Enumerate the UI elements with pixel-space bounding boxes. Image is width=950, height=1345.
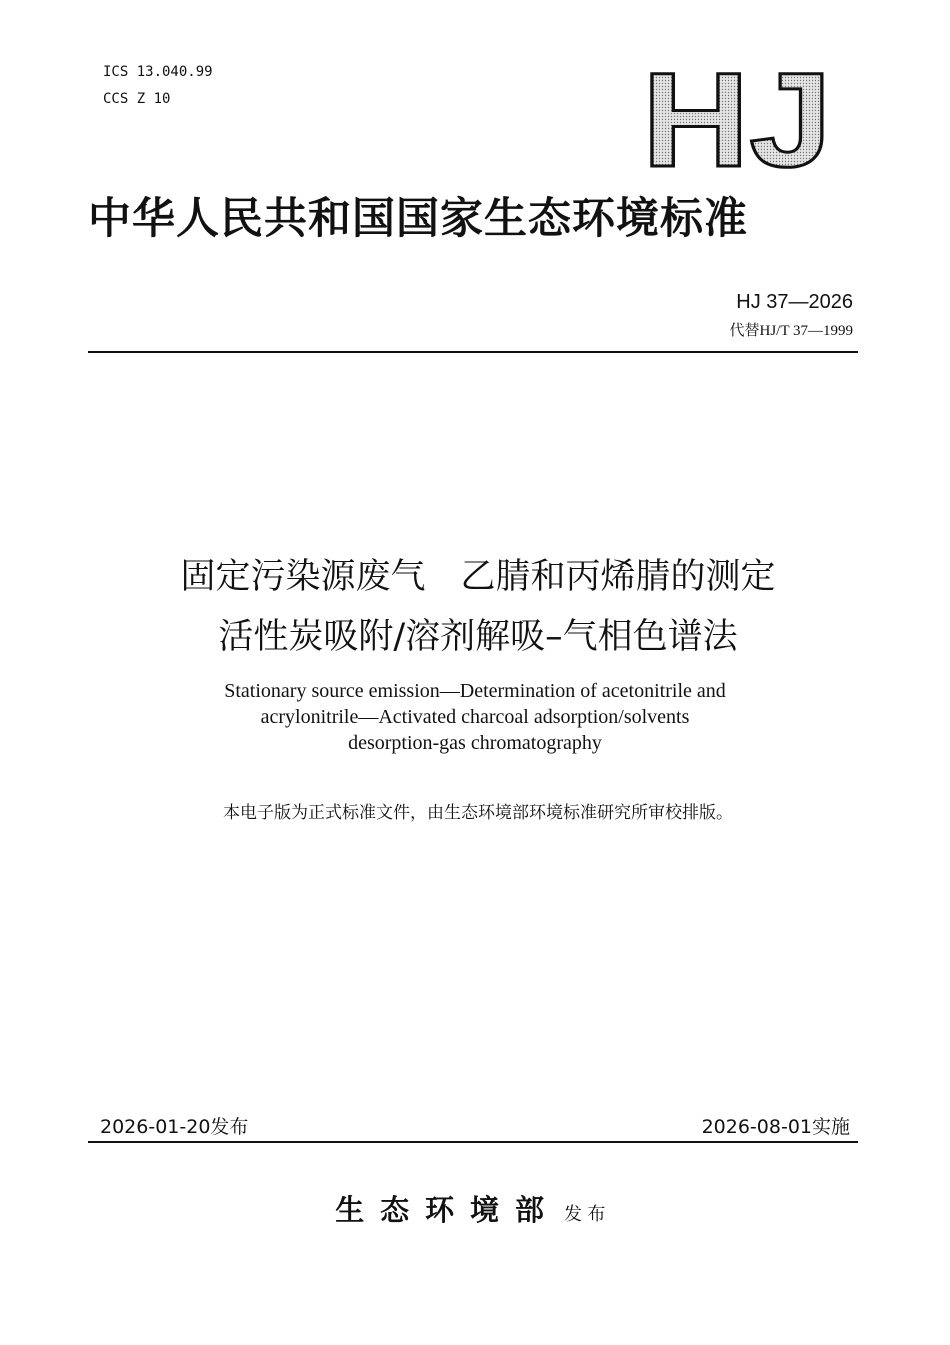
- ics-code: ICS 13.040.99: [103, 64, 213, 80]
- bottom-divider: [88, 1141, 858, 1143]
- publisher: [88, 1188, 858, 1229]
- en-title-line3: desorption-gas chromatography: [348, 732, 602, 754]
- main-title: 中华人民共和国国家生态环境标准: [88, 194, 748, 244]
- cn-title-line1: 固定污染源废气 乙腈和丙烯腈的测定: [180, 557, 776, 597]
- issue-date: 2026-01-20发布: [100, 1116, 249, 1138]
- publisher-action: 发布: [563, 1204, 611, 1225]
- publisher-org: 生态环境部: [335, 1193, 560, 1227]
- hj-logo: [640, 70, 835, 170]
- implementation-date: 2026-08-01实施: [701, 1116, 850, 1138]
- hj-logo-text: HJ: [642, 70, 832, 170]
- cn-title-line2: 活性炭吸附/溶剂解吸–气相色谱法: [218, 617, 738, 657]
- electronic-edition-notice: 本电子版为正式标准文件，由生态环境部环境标准研究所审校排版。: [223, 803, 733, 823]
- en-title-line1: Stationary source emission—Determination of acetonitrile and: [224, 680, 726, 702]
- en-title-line2: acrylonitrile—Activated charcoal adsorption/solvents: [260, 706, 690, 728]
- replaces-standard: 代替HJ/T 37—1999: [729, 323, 853, 339]
- standard-number: HJ 37—2026: [736, 291, 853, 313]
- ccs-code: CCS Z 10: [103, 91, 171, 107]
- top-divider: [88, 351, 858, 353]
